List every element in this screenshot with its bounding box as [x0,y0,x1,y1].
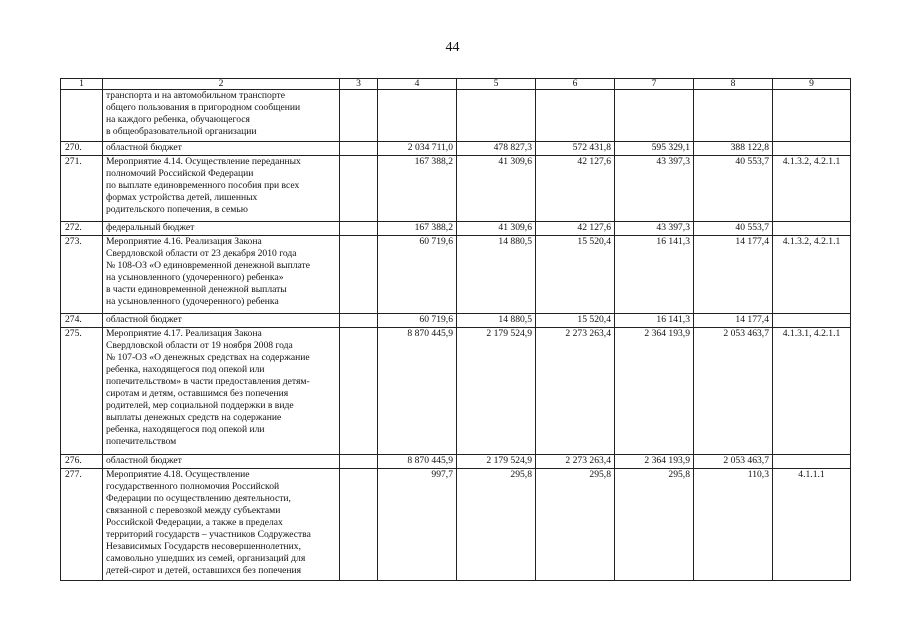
col3-cell [340,142,378,156]
column-header: 9 [773,79,851,90]
col4-value: 60 719,6 [378,236,457,314]
row-description: Мероприятие 4.14. Осуществление переданных полномочий Российской Федерации по выплате единовременного пособия при всех формах устройства детей, лишенных родительского попечения, в семью [103,156,340,222]
col4-value: 997,7 [378,469,457,581]
col3-cell [340,469,378,581]
column-header: 3 [340,79,378,90]
col9-target-codes: 4.1.3.2, 4.2.1.1 [773,156,851,222]
row-description: областной бюджет [103,142,340,156]
col7-value: 16 141,3 [615,314,694,328]
column-header: 4 [378,79,457,90]
col9-target-codes [773,314,851,328]
col8-value: 40 553,7 [694,156,773,222]
col3-cell [340,236,378,314]
col8-value: 14 177,4 [694,314,773,328]
col8-value: 2 053 463,7 [694,328,773,455]
col7-value [615,90,694,142]
col7-value: 595 329,1 [615,142,694,156]
col4-value: 8 870 445,9 [378,328,457,455]
row-description: федеральный бюджет [103,222,340,236]
col7-value: 2 364 193,9 [615,328,694,455]
col5-value: 2 179 524,9 [457,455,536,469]
row-number: 271. [61,156,103,222]
col6-value: 42 127,6 [536,156,615,222]
col8-value [694,90,773,142]
col4-value: 167 388,2 [378,156,457,222]
col3-cell [340,328,378,455]
table-row [61,90,851,142]
row-number: 270. [61,142,103,156]
col9-target-codes: 4.1.3.2, 4.2.1.1 [773,236,851,314]
row-number: 275. [61,328,103,455]
col4-value [378,90,457,142]
page-number: 44 [445,40,460,55]
table-row [61,328,851,455]
col3-cell [340,455,378,469]
col9-target-codes: 4.1.3.1, 4.2.1.1 [773,328,851,455]
col8-value: 110,3 [694,469,773,581]
col6-value: 2 273 263,4 [536,328,615,455]
row-description: Мероприятие 4.16. Реализация Закона Свердловской области от 23 декабря 2010 года № 108-ОЗ «О единовременной денежной выплате на усыновленного (удочеренного) ребенка» в части единовременной денежной выплаты на усыновленного (удочеренного) ребенка [103,236,340,314]
col9-target-codes [773,222,851,236]
col6-value: 15 520,4 [536,314,615,328]
table-row [61,469,851,581]
row-description: Мероприятие 4.17. Реализация Закона Свердловской области от 19 ноября 2008 года № 107-ОЗ «О денежных средствах на содержание ребенка, находящегося под опекой или попечительством» в части предоставления детям- сиротам и детям, оставшимся без попечения родителей, мер социальной поддержки в виде выплаты денежных средств на содержание ребенка, находящегося под опекой или попечительством [103,328,340,455]
col3-cell [340,156,378,222]
col5-value: 2 179 524,9 [457,328,536,455]
col6-value: 295,8 [536,469,615,581]
table-row [61,222,851,236]
col5-value: 295,8 [457,469,536,581]
table-row [61,236,851,314]
col6-value [536,90,615,142]
col9-target-codes [773,90,851,142]
col3-cell [340,314,378,328]
column-header: 2 [103,79,340,90]
col4-value: 8 870 445,9 [378,455,457,469]
col5-value: 14 880,5 [457,314,536,328]
row-description: Мероприятие 4.18. Осуществление государственного полномочия Российской Федерации по осуществлению деятельности, связанной с перевозкой между субъектами Российской Федерации, а также в пределах территорий государств – участников Содружества Независимых Государств несовершеннолетних, самовольно ушедших из семей, организаций для детей-сирот и детей, оставшихся без попечения [103,469,340,581]
col9-target-codes [773,142,851,156]
col9-target-codes [773,455,851,469]
row-number: 277. [61,469,103,581]
col3-cell [340,222,378,236]
row-number: 272. [61,222,103,236]
column-header: 5 [457,79,536,90]
col6-value: 15 520,4 [536,236,615,314]
row-number: 276. [61,455,103,469]
col6-value: 2 273 263,4 [536,455,615,469]
table-row [61,314,851,328]
col6-value: 42 127,6 [536,222,615,236]
column-header: 1 [61,79,103,90]
column-header: 6 [536,79,615,90]
col7-value: 43 397,3 [615,222,694,236]
col7-value: 295,8 [615,469,694,581]
col4-value: 2 034 711,0 [378,142,457,156]
col5-value: 14 880,5 [457,236,536,314]
col8-value: 2 053 463,7 [694,455,773,469]
col3-cell [340,90,378,142]
budget-table [60,78,851,581]
row-description: областной бюджет [103,314,340,328]
row-number [61,90,103,142]
col5-value: 478 827,3 [457,142,536,156]
col5-value: 41 309,6 [457,156,536,222]
col8-value: 388 122,8 [694,142,773,156]
col5-value: 41 309,6 [457,222,536,236]
col7-value: 2 364 193,9 [615,455,694,469]
col5-value [457,90,536,142]
col6-value: 572 431,8 [536,142,615,156]
row-number: 273. [61,236,103,314]
col4-value: 167 388,2 [378,222,457,236]
col8-value: 40 553,7 [694,222,773,236]
table-row [61,142,851,156]
table-row [61,455,851,469]
table-header-row [61,79,851,90]
row-number: 274. [61,314,103,328]
col7-value: 43 397,3 [615,156,694,222]
column-header: 7 [615,79,694,90]
col9-target-codes: 4.1.1.1 [773,469,851,581]
row-description: областной бюджет [103,455,340,469]
col7-value: 16 141,3 [615,236,694,314]
column-header: 8 [694,79,773,90]
row-description: транспорта и на автомобильном транспорте общего пользования в пригородном сообщении на каждого ребенка, обучающегося в общеобразовательной организации [103,90,340,142]
table-row [61,156,851,222]
col4-value: 60 719,6 [378,314,457,328]
table-body [61,90,851,581]
col8-value: 14 177,4 [694,236,773,314]
